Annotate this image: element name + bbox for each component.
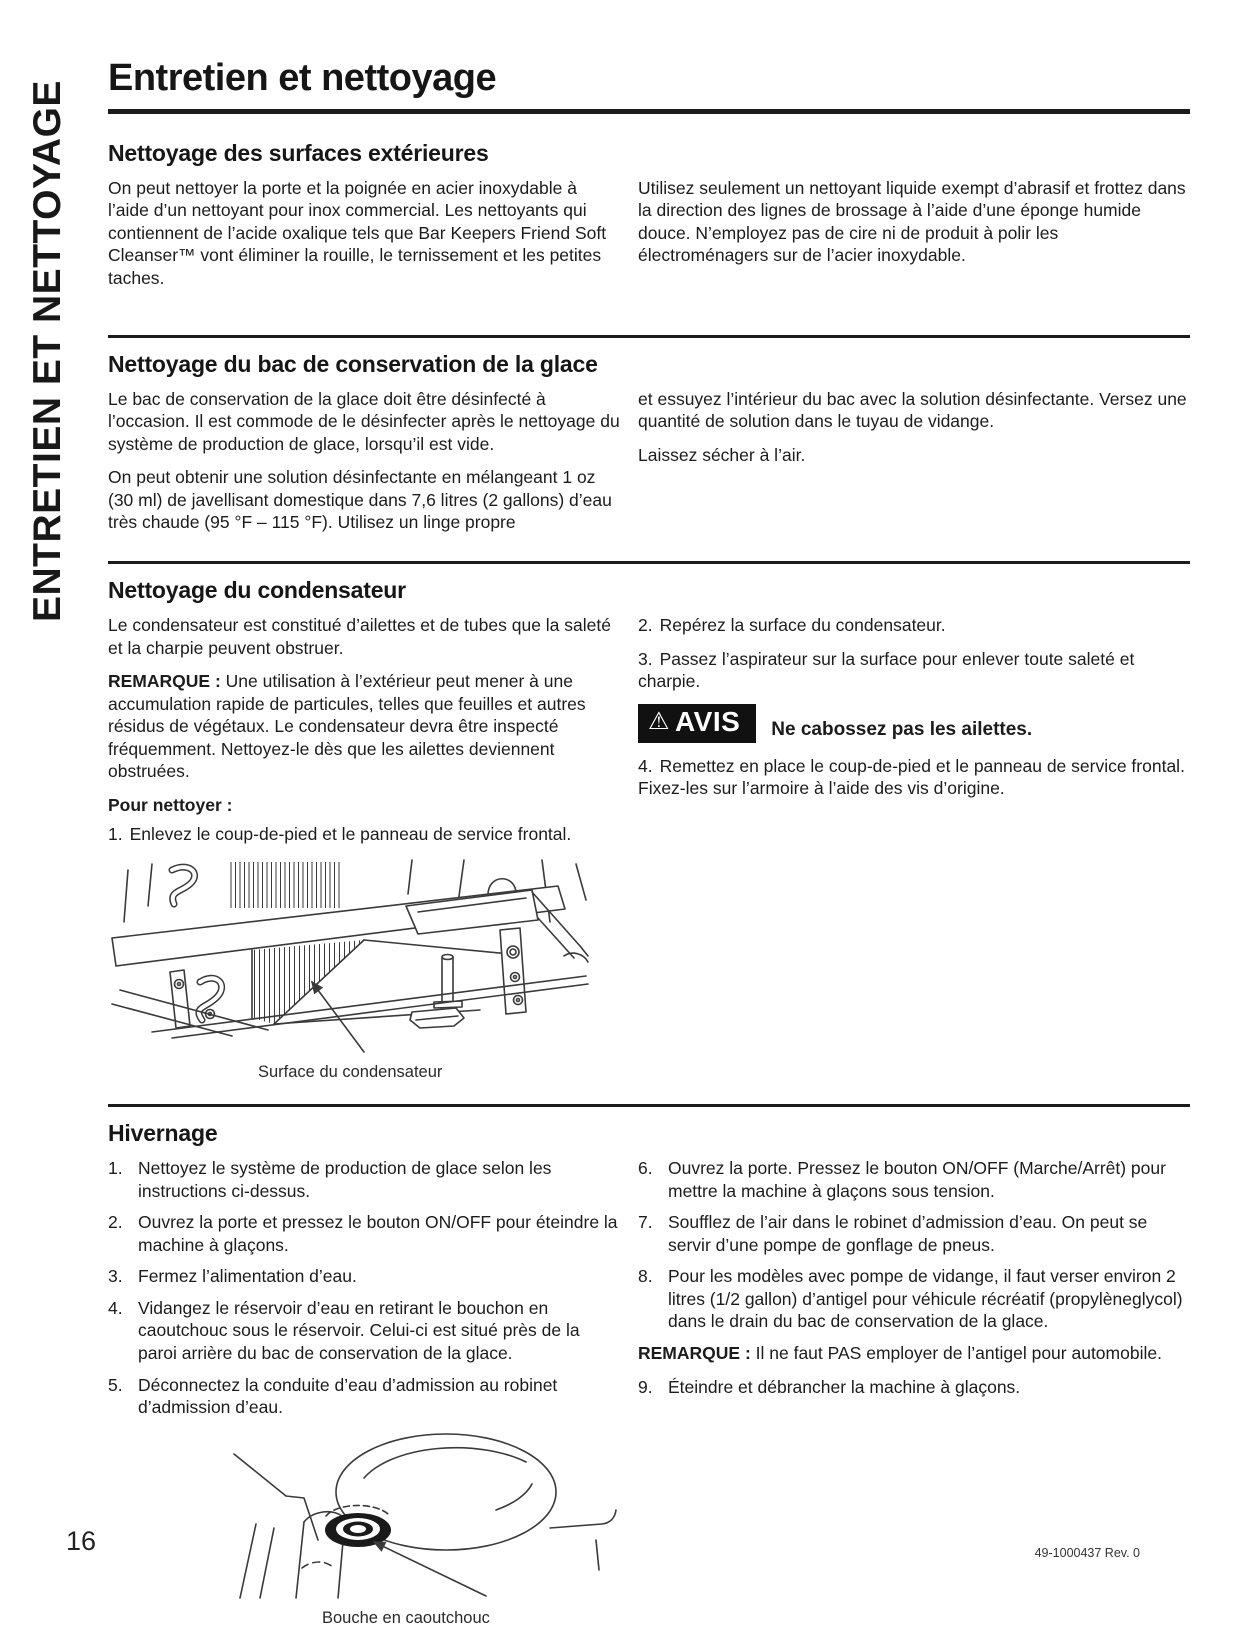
avis-text: Ne cabossez pas les ailettes. <box>771 718 1033 740</box>
note-label: REMARQUE : <box>638 1342 751 1363</box>
step-number: 5. <box>108 1374 123 1395</box>
note-paragraph <box>638 1342 1190 1365</box>
step-text: Remettez en place le coup-de-pied et le panneau de service frontal. Fixez-les sur l’armoire à l’aide des vis d’origine. <box>638 755 1185 799</box>
step-text: Repérez la surface du condensateur. <box>659 614 946 635</box>
list-step <box>108 1211 620 1256</box>
step-number: 4. <box>108 1297 123 1318</box>
drain-plug-figure <box>228 1428 620 1628</box>
step-number: 7. <box>638 1212 653 1233</box>
condenser-figure <box>112 860 620 1082</box>
list-step <box>638 1157 1190 1202</box>
body-paragraph: et essuyez l’intérieur du bac avec la solution désinfectante. Versez une quantité de solution dans le tuyau de vidange. <box>638 388 1187 432</box>
section-condenser <box>108 577 1190 1082</box>
step-text: Éteindre et débrancher la machine à glaçons. <box>668 1376 1021 1397</box>
page-number: 16 <box>66 1526 97 1556</box>
step-number: 2. <box>108 1212 123 1233</box>
step-text: Enlevez le coup-de-pied et le panneau de service frontal. <box>129 824 572 845</box>
to-clean-label: Pour nettoyer : <box>108 794 233 815</box>
warning-icon: ⚠ <box>648 707 671 735</box>
step-text: Soufflez de l’air dans le robinet d’admission d’eau. On peut se servir d’une pompe de gonflage de pneus. <box>668 1212 1148 1255</box>
note-label: REMARQUE : <box>108 671 221 692</box>
title-rule <box>108 109 1190 114</box>
list-step <box>638 648 1190 693</box>
condenser-left-column <box>108 614 620 1082</box>
step-text: Passez l’aspirateur sur la surface pour enlever toute saleté et charpie. <box>638 648 1135 692</box>
body-paragraph: Utilisez seulement un nettoyant liquide exempt d’abrasif et frottez dans la direction des lignes de brossage à l’aide d’une éponge humide douce. N’employez pas de cire ni de produit à polir les électroménagers sur de l’acier inoxydable. <box>638 177 1186 266</box>
note-paragraph <box>108 670 620 783</box>
section-ice-bin <box>108 351 1190 545</box>
doc-ref: 49-1000437 Rev. 0 <box>1034 1546 1140 1560</box>
avis-row <box>638 704 1190 743</box>
avis-box <box>638 704 756 743</box>
list-step <box>638 1211 1190 1256</box>
section-heading-exterior: Nettoyage des surfaces extérieures <box>108 139 489 166</box>
section-divider <box>108 1104 1190 1107</box>
exterior-right-column <box>638 177 1190 301</box>
bin-left-column <box>108 388 620 545</box>
step-number: 8. <box>638 1266 653 1287</box>
section-heading-condenser: Nettoyage du condensateur <box>108 576 406 603</box>
section-winterizing <box>108 1120 1190 1628</box>
step-number: 9. <box>638 1376 653 1397</box>
body-paragraph: Le condensateur est constitué d’ailettes et de tubes que la saleté et la charpie peuvent obstruer. <box>108 614 611 658</box>
list-step <box>108 1157 620 1202</box>
step-number: 3. <box>108 1266 123 1287</box>
step-number: 1. <box>108 1158 123 1179</box>
winterizing-left-column <box>108 1157 620 1628</box>
step-text: Nettoyez le système de production de glace selon les instructions ci-dessus. <box>138 1158 552 1201</box>
body-paragraph: On peut obtenir une solution désinfectante en mélangeant 1 oz (30 ml) de javellisant domestique dans 7,6 litres (2 gallons) d’eau très chaude (95 °F – 115 °F). Utilisez un linge propre <box>108 467 612 533</box>
list-step <box>108 823 620 846</box>
body-paragraph: On peut nettoyer la porte et la poignée en acier inoxydable à l’aide d’un nettoyant pour inox commercial. Les nettoyants qui contiennent de l’acide oxalique tels que Bar Keepers Friend Soft Cleanser™ vont éliminer la rouille, le ternissement et les petites taches. <box>108 177 607 289</box>
section-exterior <box>108 140 1190 301</box>
bin-right-column <box>638 388 1190 545</box>
note-text: Il ne faut PAS employer de l’antigel pour automobile. <box>750 1342 1162 1363</box>
exterior-left-column <box>108 177 620 301</box>
avis-label: AVIS <box>675 705 741 737</box>
step-text: Fermez l’alimentation d’eau. <box>138 1266 357 1287</box>
step-text: Ouvrez la porte et pressez le bouton ON/OFF pour éteindre la machine à glaçons. <box>138 1212 618 1255</box>
section-divider <box>108 561 1190 564</box>
list-step <box>638 614 1190 637</box>
step-text: Ouvrez la porte. Pressez le bouton ON/OFF (Marche/Arrêt) pour mettre la machine à glaçons sous tension. <box>668 1158 1166 1201</box>
list-step <box>108 1297 620 1365</box>
step-number: 2. <box>638 614 653 635</box>
step-number: 6. <box>638 1158 653 1179</box>
page-title: Entretien et nettoyage <box>108 57 497 99</box>
list-step <box>638 755 1190 800</box>
sidebar-vertical-title: ENTRETIEN ET NETTOYAGE <box>26 80 69 622</box>
step-text: Vidangez le réservoir d’eau en retirant le bouchon en caoutchouc sous le réservoir. Celui-ci est situé près de la paroi arrière du bac de conservation de la glace. <box>138 1297 580 1363</box>
list-step <box>108 1374 620 1419</box>
figure-caption: Surface du condensateur <box>258 1063 443 1082</box>
note-text: Une utilisation à l’extérieur peut mener à une accumulation rapide de particules, telles que feuilles et autres résidus de végétaux. Le condensateur devra être inspecté fréquemment. Nettoyez-le dès que les ailettes deviennent obstruées. <box>108 671 586 782</box>
figure-caption: Bouche en caoutchouc <box>322 1608 490 1627</box>
condenser-illustration <box>112 860 592 1056</box>
list-step <box>638 1376 1190 1399</box>
page-content <box>108 58 1190 1628</box>
body-paragraph: Laissez sécher à l’air. <box>638 444 806 465</box>
list-step <box>108 1265 620 1288</box>
section-heading-ice-bin: Nettoyage du bac de conservation de la glace <box>108 350 598 377</box>
step-number: 4. <box>638 755 653 776</box>
body-paragraph: Le bac de conservation de la glace doit être désinfecté à l’occasion. Il est commode de le désinfecter après le nettoyage du système de production de glace, lorsqu’il est vide. <box>108 388 620 454</box>
section-divider <box>108 335 1190 338</box>
condenser-right-column <box>638 614 1190 1082</box>
step-number: 3. <box>638 648 653 669</box>
list-step <box>638 1265 1190 1333</box>
step-number: 1. <box>108 824 123 845</box>
drain-plug-illustration <box>228 1428 618 1600</box>
step-text: Déconnectez la conduite d’eau d’admission au robinet d’admission d’eau. <box>138 1374 558 1418</box>
section-heading-winterizing: Hivernage <box>108 1120 218 1147</box>
step-text: Pour les modèles avec pompe de vidange, il faut verser environ 2 litres (1/2 gallon) d’antigel pour véhicule récréatif (propylèneglycol) dans le drain du bac de conservation de la glace. <box>668 1266 1183 1332</box>
